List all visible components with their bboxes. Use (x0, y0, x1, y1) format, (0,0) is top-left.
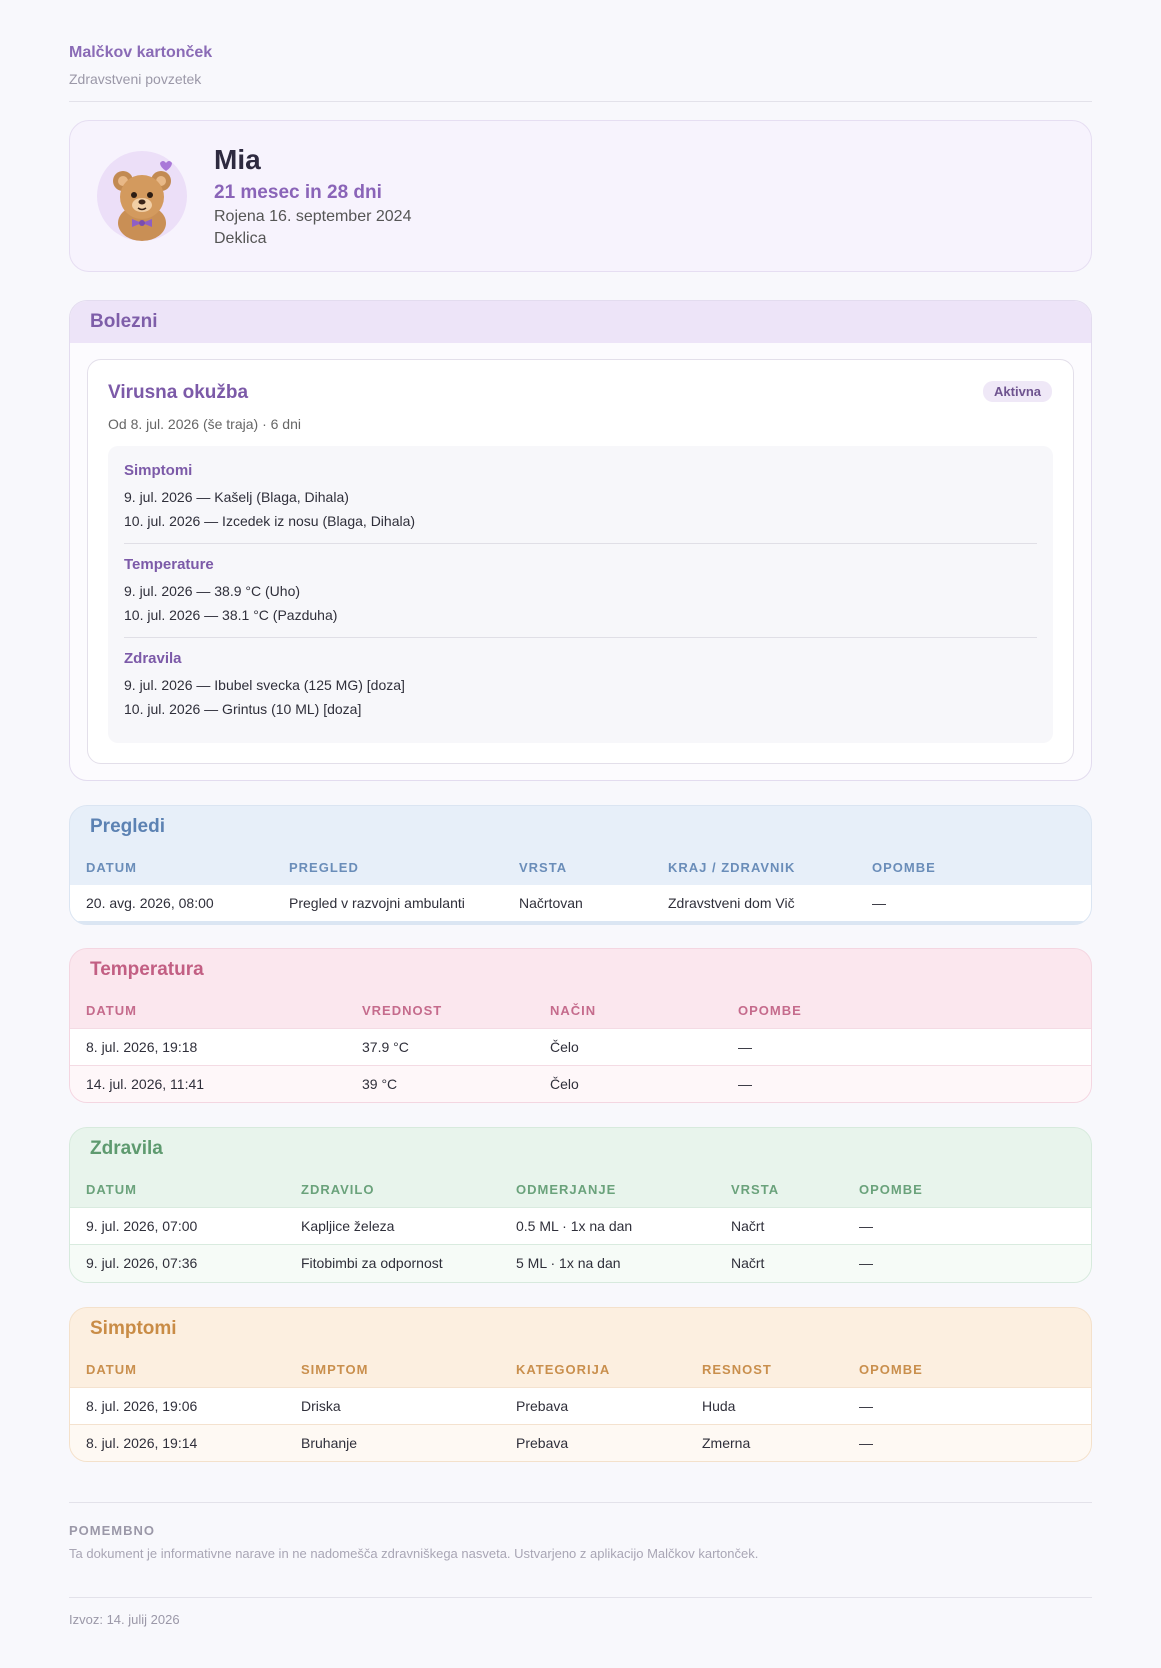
illness-symptoms-group (124, 462, 1037, 543)
table-cell: 5 ML · 1x na dan (500, 1245, 715, 1282)
column-header: OPOMBE (738, 1002, 802, 1018)
column-header: NAČIN (550, 1002, 597, 1018)
table-row (70, 1245, 1091, 1282)
table-row (70, 1028, 1091, 1065)
column-header: DATUM (86, 1002, 137, 1018)
symptoms-section (69, 1307, 1092, 1463)
child-name: Mia (214, 144, 261, 175)
table-cell: 20. avg. 2026, 08:00 (70, 885, 273, 922)
table-row (70, 1387, 1091, 1424)
status-badge: Aktivna (983, 381, 1052, 402)
temperature-table (70, 991, 1091, 1103)
profile-info (214, 144, 411, 248)
table-cell: — (843, 1387, 1091, 1424)
illness-period: Od 8. jul. 2026 (še traja) · 6 dni (108, 416, 301, 432)
table-cell: Pregled v razvojni ambulanti (273, 885, 503, 922)
group-line: 10. jul. 2026 — Grintus (10 ML) [doza] (124, 701, 362, 717)
child-gender: Deklica (214, 230, 267, 247)
table-cell: Prebava (500, 1424, 686, 1461)
table-cell: 39 °C (346, 1065, 534, 1102)
illness-name: Virusna okužba (108, 382, 249, 403)
table-cell: 37.9 °C (346, 1028, 534, 1065)
table-cell: Čelo (534, 1065, 722, 1102)
column-header: VRSTA (731, 1182, 780, 1197)
group-title: Temperature (124, 556, 214, 573)
disclaimer-text: Ta dokument je informativne narave in ne nadomešča zdravniškega nasveta. Ustvarjeno z aplikacijo Malčkov kartonček. (69, 1546, 759, 1561)
group-line: 9. jul. 2026 — Ibubel svecka (125 MG) [doza] (124, 677, 405, 693)
temperature-title: Temperatura (90, 958, 204, 980)
table-row (70, 885, 1091, 922)
column-header: OPOMBE (859, 1361, 923, 1377)
group-line: 10. jul. 2026 — 38.1 °C (Pazduha) (124, 607, 338, 623)
table-cell: Kapljice železa (285, 1208, 500, 1245)
medications-section (69, 1127, 1092, 1283)
table-cell: — (843, 1245, 1091, 1282)
column-header: ZDRAVILO (301, 1182, 375, 1197)
table-cell: Driska (285, 1387, 500, 1424)
table-cell: — (722, 1028, 1091, 1065)
table-header-row (70, 848, 1091, 885)
table-cell: Načrt (715, 1245, 843, 1282)
group-line: 9. jul. 2026 — Kašelj (Blaga, Dihala) (124, 489, 349, 505)
illnesses-title: Bolezni (70, 301, 1091, 343)
column-header: OPOMBE (859, 1182, 923, 1197)
checkups-title: Pregledi (90, 816, 165, 837)
table-cell: Načrtovan (503, 885, 652, 922)
column-header: DATUM (86, 1361, 137, 1377)
column-header: VREDNOST (362, 1002, 443, 1018)
teddy-bear-icon (97, 151, 187, 241)
table-cell: Zmerna (686, 1424, 843, 1461)
column-header: DATUM (86, 1182, 137, 1197)
column-header: RESNOST (702, 1361, 772, 1377)
table-cell: Bruhanje (285, 1424, 500, 1461)
table-cell: Huda (686, 1387, 843, 1424)
column-header: SIMPTOM (301, 1361, 369, 1377)
group-title: Zdravila (124, 650, 182, 667)
table-header-row (70, 1350, 1091, 1388)
table-cell: 14. jul. 2026, 11:41 (70, 1065, 346, 1102)
table-cell: 9. jul. 2026, 07:36 (70, 1245, 285, 1282)
column-header: KRAJ / ZDRAVNIK (668, 860, 796, 875)
app-subtitle: Zdravstveni povzetek (69, 71, 202, 87)
child-birthdate: Rojena 16. september 2024 (214, 208, 412, 225)
medications-table (70, 1170, 1091, 1282)
column-header: VRSTA (519, 860, 568, 875)
checkups-section (69, 805, 1092, 925)
table-cell: 8. jul. 2026, 19:06 (70, 1387, 285, 1424)
disclaimer (69, 1502, 1092, 1561)
table-cell: 8. jul. 2026, 19:18 (70, 1028, 346, 1065)
group-line: 10. jul. 2026 — Izcedek iz nosu (Blaga, Dihala) (124, 513, 416, 529)
temperature-section (69, 948, 1092, 1104)
table-cell: — (843, 1208, 1091, 1245)
disclaimer-title: POMEMBNO (69, 1523, 155, 1538)
table-header-row (70, 1170, 1091, 1208)
column-header: ODMERJANJE (516, 1182, 617, 1197)
symptoms-table (70, 1350, 1091, 1462)
child-age: 21 mesec in 28 dni (214, 182, 382, 203)
app-title: Malčkov kartonček (69, 44, 213, 61)
column-header: OPOMBE (872, 860, 936, 875)
table-row (70, 1424, 1091, 1461)
column-header: KATEGORIJA (516, 1361, 611, 1377)
medications-title: Zdravila (90, 1138, 163, 1159)
table-cell: — (843, 1424, 1091, 1461)
table-row (70, 1208, 1091, 1245)
illness-details (108, 446, 1053, 743)
column-header: DATUM (86, 860, 137, 875)
table-cell: — (856, 885, 1091, 922)
illnesses-section (69, 300, 1092, 781)
table-row (70, 1065, 1091, 1102)
app-header (69, 0, 1092, 102)
table-cell: Fitobimbi za odpornost (285, 1245, 500, 1282)
table-header-row (70, 991, 1091, 1029)
table-cell: 8. jul. 2026, 19:14 (70, 1424, 285, 1461)
symptoms-title: Simptomi (90, 1317, 177, 1339)
table-cell: Prebava (500, 1387, 686, 1424)
table-cell: Čelo (534, 1028, 722, 1065)
table-cell: Zdravstveni dom Vič (652, 885, 856, 922)
table-cell: — (722, 1065, 1091, 1102)
illness-medications-group (124, 637, 1037, 731)
group-title: Simptomi (124, 462, 193, 479)
illness-card (87, 359, 1074, 764)
table-cell: 0.5 ML · 1x na dan (500, 1208, 715, 1245)
column-header: PREGLED (289, 860, 359, 875)
illness-temperatures-group (124, 543, 1037, 637)
table-cell: Načrt (715, 1208, 843, 1245)
group-line: 9. jul. 2026 — 38.9 °C (Uho) (124, 583, 301, 599)
export-date: Izvoz: 14. julij 2026 (69, 1597, 1092, 1627)
table-cell: 9. jul. 2026, 07:00 (70, 1208, 285, 1245)
checkups-table (70, 848, 1091, 924)
child-profile-card (69, 120, 1092, 272)
